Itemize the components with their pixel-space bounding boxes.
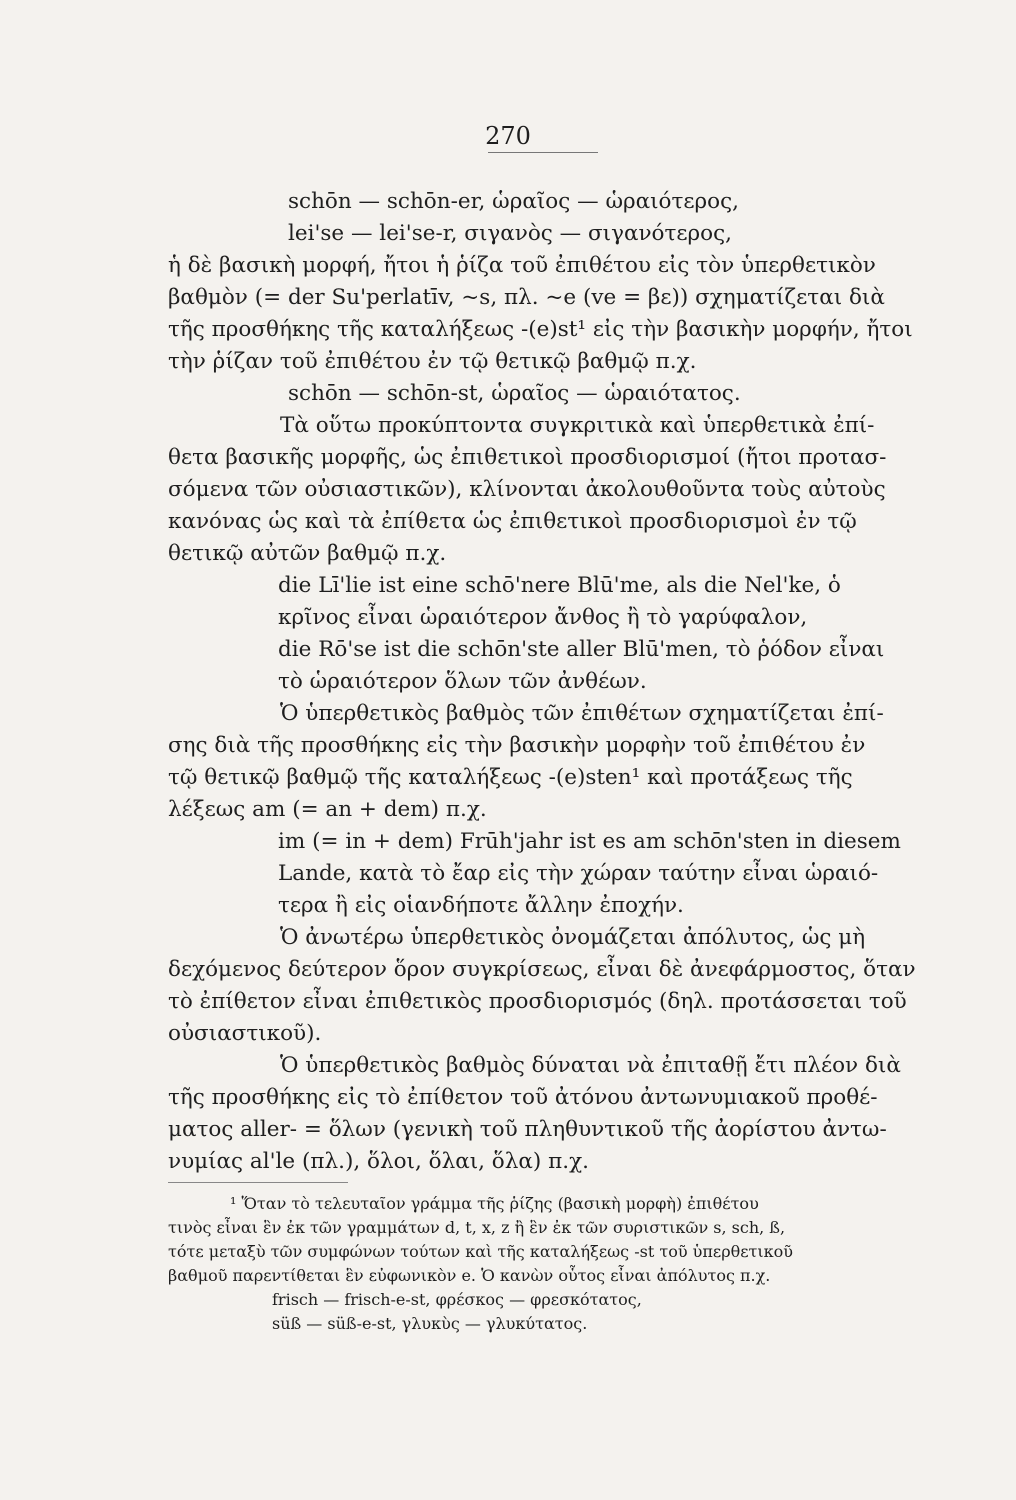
text-line: τῷ θετικῷ βαθμῷ τῆς καταλήξεως -(e)sten¹ καὶ προτάξεως τῆς bbox=[168, 765, 853, 790]
text-line: θετικῷ αὐτῶν βαθμῷ π.χ. bbox=[168, 541, 447, 566]
example-line: κρῖνος εἶναι ὡραιότερον ἄνθος ἢ τὸ γαρύφαλον, bbox=[278, 605, 808, 630]
paragraph-start: Τὰ οὕτω προκύπτοντα συγκριτικὰ καὶ ὑπερθετικὰ ἐπί- bbox=[280, 413, 875, 438]
text-line: τὸ ἐπίθετον εἶναι ἐπιθετικὸς προσδιορισμός (δηλ. προτάσσεται τοῦ bbox=[168, 989, 907, 1014]
text-line: νυμίας al'le (πλ.), ὅλοι, ὅλαι, ὅλα) π.χ. bbox=[168, 1149, 589, 1174]
footnote-example: frisch — frisch-e-st, φρέσκος — φρεσκότατος, bbox=[272, 1290, 642, 1309]
text-line: τὴν ῥίζαν τοῦ ἐπιθέτου ἐν τῷ θετικῷ βαθμῷ π.χ. bbox=[168, 349, 697, 374]
example-line: τερα ἢ εἰς οἱανδήποτε ἄλλην ἐποχήν. bbox=[278, 893, 684, 918]
example-line: die Lī'lie ist eine schō'nere Blū'me, als die Nel'ke, ὁ bbox=[278, 573, 841, 598]
text-line: σόμενα τῶν οὐσιαστικῶν), κλίνονται ἀκολουθοῦντα τοὺς αὐτοὺς bbox=[168, 477, 886, 502]
footnote-line: τινὸς εἶναι ἓν ἐκ τῶν γραμμάτων d, t, x, z ἢ ἓν ἐκ τῶν συριστικῶν s, sch, ß, bbox=[168, 1218, 786, 1237]
example-line: schōn — schōn-st, ὡραῖος — ὡραιότατος. bbox=[288, 381, 741, 406]
header-rule bbox=[488, 152, 598, 153]
footnote-line: ¹ Ὅταν τὸ τελευταῖον γράμμα τῆς ῥίζης (βασικὴ μορφὴ) ἐπιθέτου bbox=[230, 1194, 759, 1213]
paragraph-start: Ὁ ὑπερθετικὸς βαθμὸς δύναται νὰ ἐπιταθῇ ἔτι πλέον διὰ bbox=[280, 1053, 901, 1078]
text-line: κανόνας ὡς καὶ τὰ ἐπίθετα ὡς ἐπιθετικοὶ προσδιορισμοὶ ἐν τῷ bbox=[168, 509, 857, 534]
text-line: οὐσιαστικοῦ). bbox=[168, 1021, 322, 1046]
text-line: βαθμὸν (= der Su'perlatīv, ~s, πλ. ~e (ve = βε)) σχηματίζεται διὰ bbox=[168, 285, 885, 310]
text-line: λέξεως am (= an + dem) π.χ. bbox=[168, 797, 487, 822]
paragraph-start: Ὁ ὑπερθετικὸς βαθμὸς τῶν ἐπιθέτων σχηματίζεται ἐπί- bbox=[280, 701, 884, 726]
footnote-line: τότε μεταξὺ τῶν συμφώνων τούτων καὶ τῆς καταλήξεως -st τοῦ ὑπερθετικοῦ bbox=[168, 1242, 793, 1261]
text-line: σης διὰ τῆς προσθήκης εἰς τὴν βασικὴν μορφὴν τοῦ ἐπιθέτου ἐν bbox=[168, 733, 866, 758]
example-line: Lande, κατὰ τὸ ἔαρ εἰς τὴν χώραν ταύτην εἶναι ὡραιό- bbox=[278, 861, 879, 886]
paragraph-start: Ὁ ἀνωτέρω ὑπερθετικὸς ὀνομάζεται ἀπόλυτος, ὡς μὴ bbox=[280, 925, 866, 950]
main-text bbox=[168, 186, 916, 1178]
text-line: δεχόμενος δεύτερον ὅρον συγκρίσεως, εἶναι δὲ ἀνεφάρμοστος, ὅταν bbox=[168, 957, 916, 982]
footnote-example: süß — süß-e-st, γλυκὺς — γλυκύτατος. bbox=[272, 1314, 588, 1333]
text-line: ἡ δὲ βασικὴ μορφή, ἤτοι ἡ ῥίζα τοῦ ἐπιθέτου εἰς τὸν ὑπερθετικὸν bbox=[168, 253, 876, 278]
example-line: lei'se — lei'se-r, σιγανὸς — σιγανότερος, bbox=[288, 221, 732, 246]
footnote-line: βαθμοῦ παρεντίθεται ἓν εὐφωνικὸν e. Ὁ κανὼν οὗτος εἶναι ἀπόλυτος π.χ. bbox=[168, 1266, 771, 1285]
text-line: θετα βασικῆς μορφῆς, ὡς ἐπιθετικοὶ προσδιορισμοί (ἤτοι προτασ- bbox=[168, 445, 887, 470]
footnote bbox=[168, 1192, 910, 1336]
text-line: τῆς προσθήκης τῆς καταλήξεως -(e)st¹ εἰς τὴν βασικὴν μορφήν, ἤτοι bbox=[168, 317, 913, 342]
example-line: τὸ ὡραιότερον ὅλων τῶν ἀνθέων. bbox=[278, 669, 647, 694]
text-line: ματος aller- = ὅλων (γενικὴ τοῦ πληθυντικοῦ τῆς ἀορίστου ἀντω- bbox=[168, 1117, 887, 1142]
example-line: die Rō'se ist die schōn'ste aller Blū'men, τὸ ῥόδον εἶναι bbox=[278, 637, 885, 662]
example-line: im (= in + dem) Frūh'jahr ist es am schōn'sten in diesem bbox=[278, 829, 901, 854]
text-line: τῆς προσθήκης εἰς τὸ ἐπίθετον τοῦ ἀτόνου ἀντωνυμιακοῦ προθέ- bbox=[168, 1085, 878, 1110]
footnote-rule bbox=[168, 1182, 348, 1183]
example-line: schōn — schōn-er, ὡραῖος — ὡραιότερος, bbox=[288, 189, 739, 214]
page-number: 270 bbox=[485, 122, 531, 150]
